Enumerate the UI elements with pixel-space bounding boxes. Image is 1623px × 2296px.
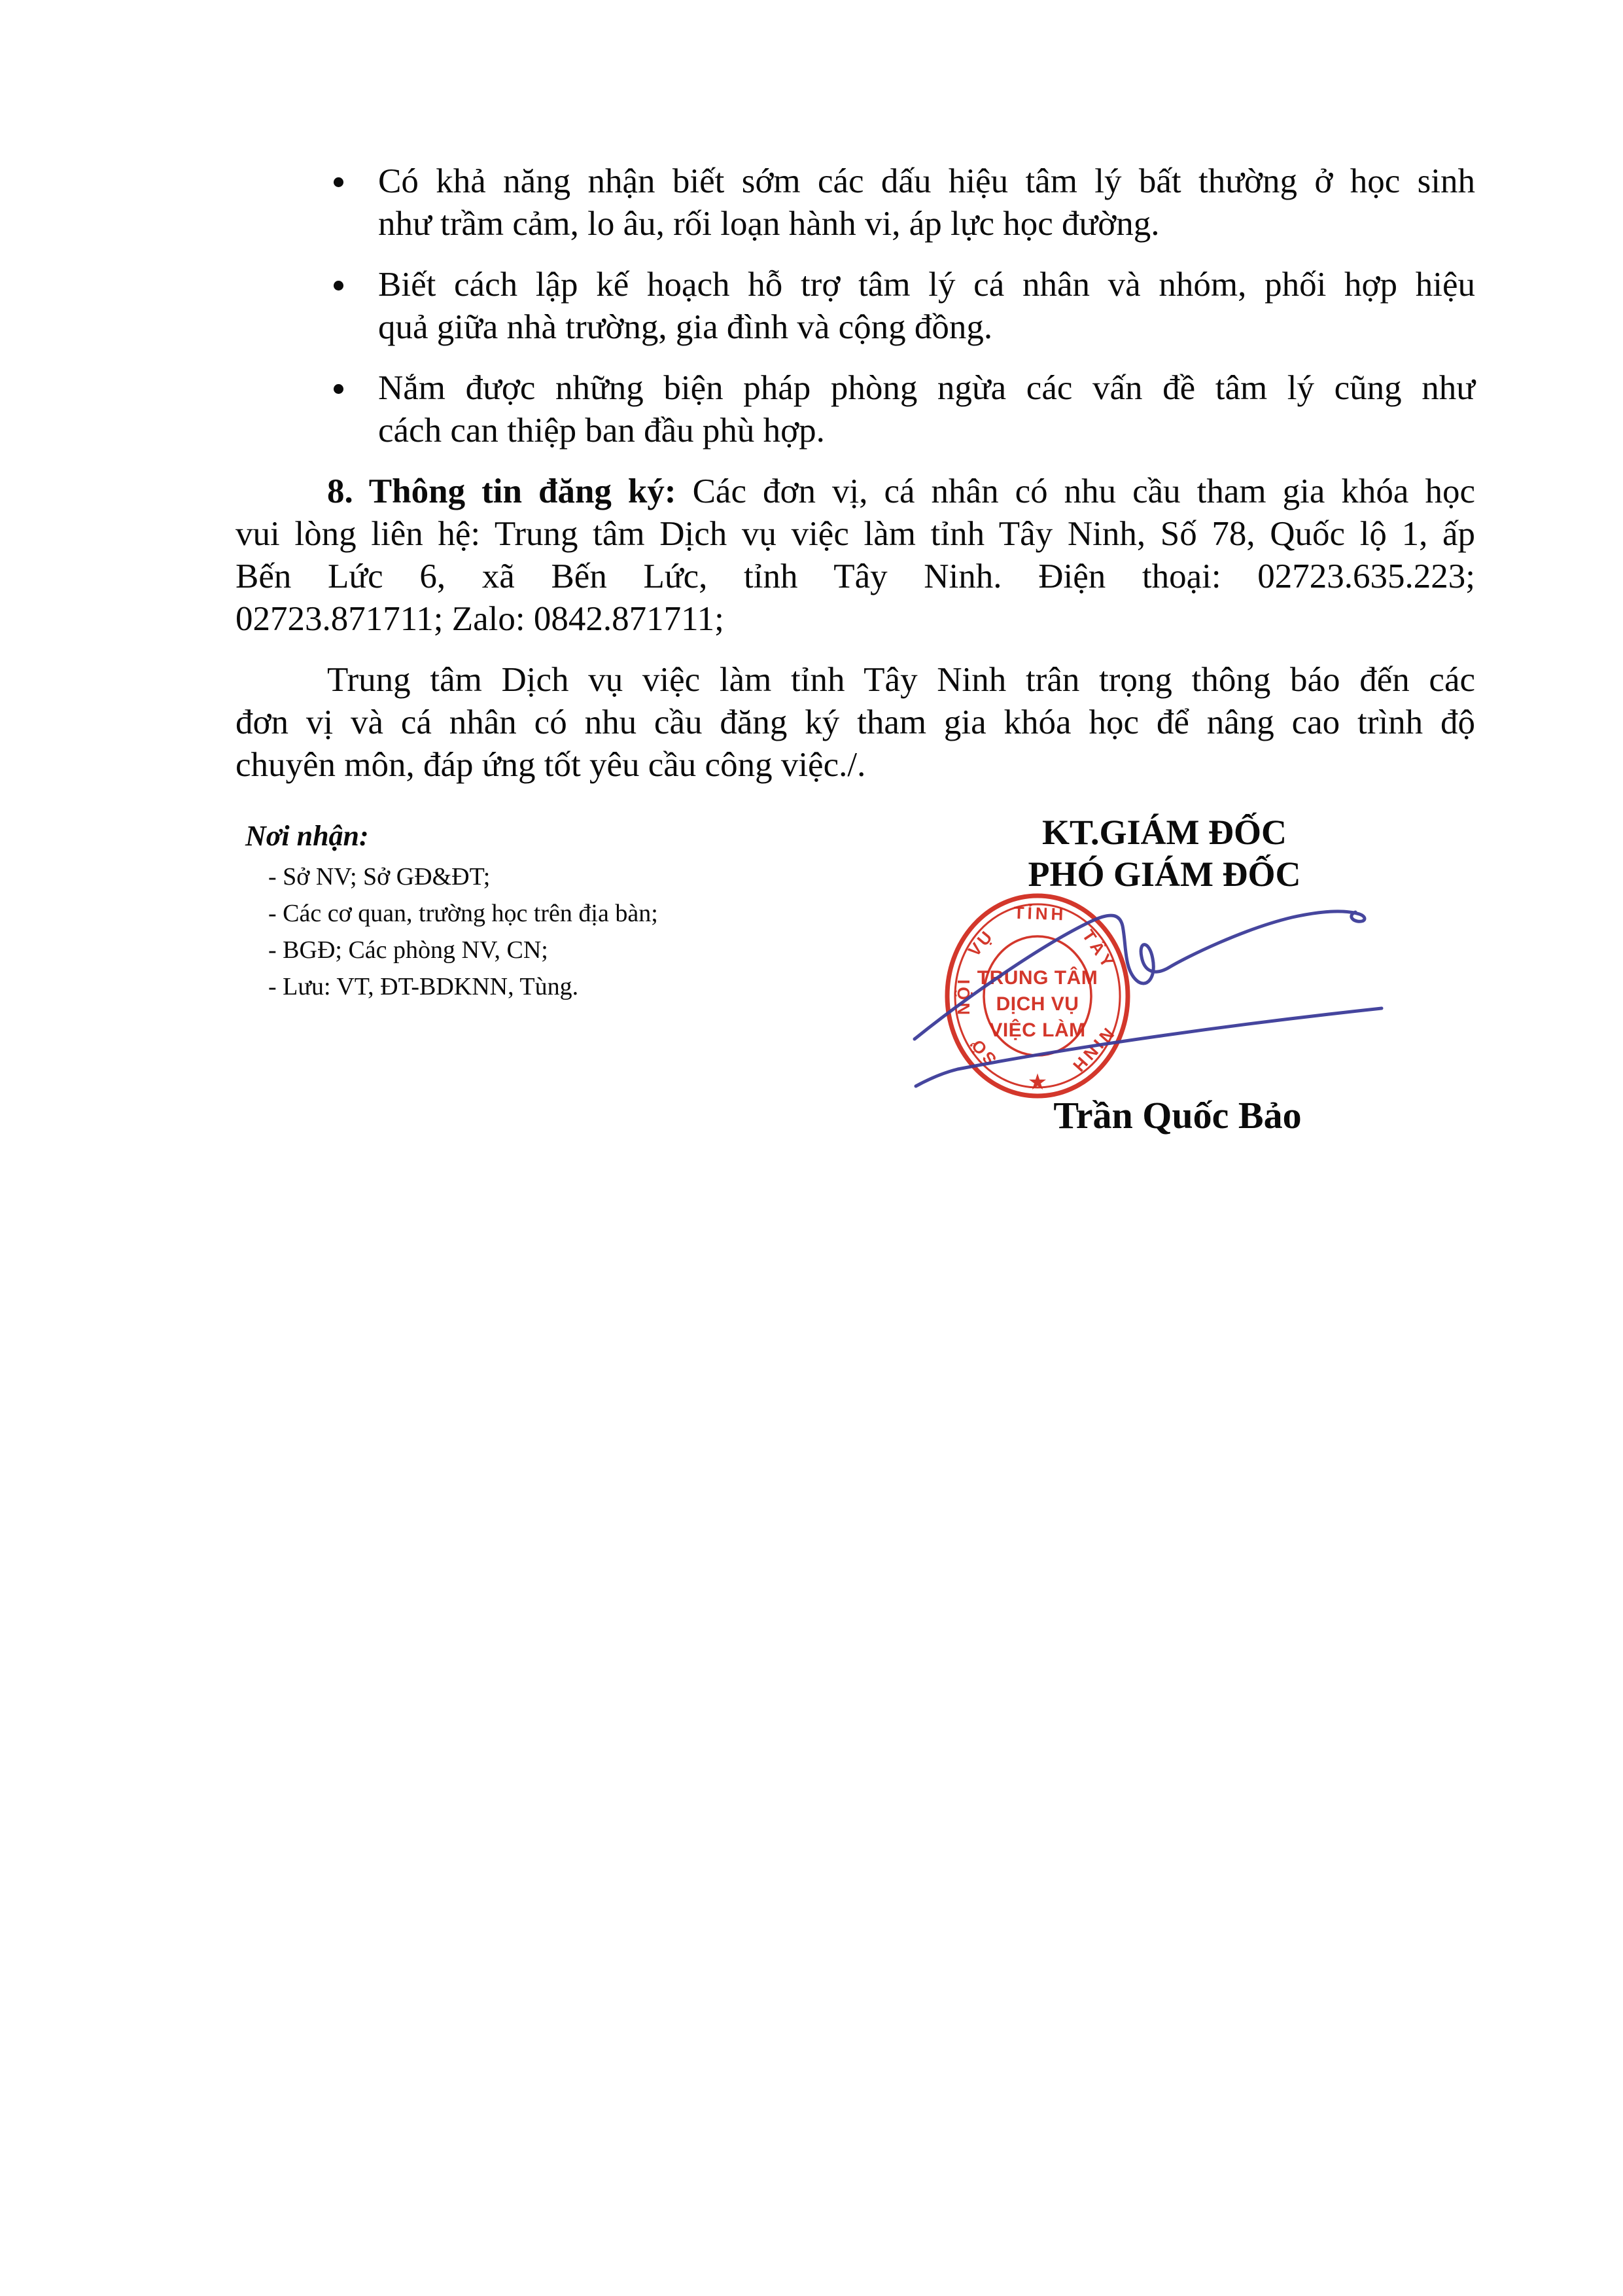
bullet-item-3 [236,367,1475,452]
stamp-ring-word: VỤ [964,925,998,961]
stamp-ring-word: TÂY [1078,926,1119,974]
stamp-ring-word: TỈNH [1013,902,1067,925]
document-body [236,160,1475,805]
bullet-dot-icon [334,281,343,291]
bullet-dot-icon [334,384,343,394]
registration-paragraph [236,470,1475,641]
signer-role-line1: KT.GIÁM ĐỐC [1042,813,1287,852]
recipient-item: - BGĐ; Các phòng NV, CN; [268,936,548,964]
closing-paragraph [236,659,1475,786]
text-line: Nắm được những biện pháp phòng ngừa các vấn đề tâm lý cũng như [378,369,1475,407]
stamp-center-line: DỊCH VỤ [996,993,1079,1015]
text-line: chuyên môn, đáp ứng tốt yêu cầu công việc./. [236,746,866,784]
signer-name: Trần Quốc Bảo [1053,1094,1302,1137]
signature-graphic [903,883,1406,1106]
recipient-item: - Sở NV; Sở GĐ&ĐT; [268,863,491,891]
text-line: vui lòng liên hệ: Trung tâm Dịch vụ việc làm tỉnh Tây Ninh, Số 78, Quốc lộ 1, ấp [236,515,1475,553]
bullet-item-1 [236,160,1475,245]
text-line: như trầm cảm, lo âu, rối loạn hành vi, áp lực học đường. [378,205,1160,243]
recipients-label: Nơi nhận: [245,820,369,852]
stamp-center-line: TRUNG TÂM [977,967,1098,989]
stamp-center-line: VIỆC LÀM [989,1019,1086,1041]
bullet-dot-icon [334,177,343,187]
recipient-item: - Các cơ quan, trường học trên địa bàn; [268,900,658,927]
stamp-ring-word: NỘI [954,976,973,1016]
stamp-star-icon: ★ [1027,1070,1048,1095]
signature-titles [935,811,1393,895]
text-line: cách can thiệp ban đầu phù hợp. [378,412,825,450]
text-line: Bến Lức 6, xã Bến Lức, tỉnh Tây Ninh. Điện thoại: 02723.635.223; [236,557,1475,595]
stamp-ring-word: SỞ [965,1033,1001,1069]
registration-heading: 8. Thông tin đăng ký: [327,472,676,510]
text-line: Trung tâm Dịch vụ việc làm tỉnh Tây Ninh trân trọng thông báo đến các [327,661,1475,699]
text-line: Biết cách lập kế hoạch hỗ trợ tâm lý cá nhân và nhóm, phối hợp hiệu [378,266,1475,304]
text-line: đơn vị và cá nhân có nhu cầu đăng ký tham gia khóa học để nâng cao trình độ [236,703,1475,741]
text-line [236,470,1475,513]
text-line: quả giữa nhà trường, gia đình và cộng đồng. [378,308,993,346]
signer-role-line2: PHÓ GIÁM ĐỐC [1028,855,1301,894]
signature-stroke-upper [915,911,1365,1039]
bullet-item-2 [236,264,1475,349]
recipient-item: - Lưu: VT, ĐT-BDKNN, Tùng. [268,973,579,1000]
text-line: Có khả năng nhận biết sớm các dấu hiệu tâm lý bất thường ở học sinh [378,162,1475,200]
registration-heading-rest: Các đơn vị, cá nhân có nhu cầu tham gia khóa học [676,472,1475,510]
stamp-ring-word: NINH [1066,1024,1119,1078]
recipients-block [245,819,834,1005]
text-line: 02723.871711; Zalo: 0842.871711; [236,600,724,638]
signature-stroke-lower [916,1008,1382,1086]
